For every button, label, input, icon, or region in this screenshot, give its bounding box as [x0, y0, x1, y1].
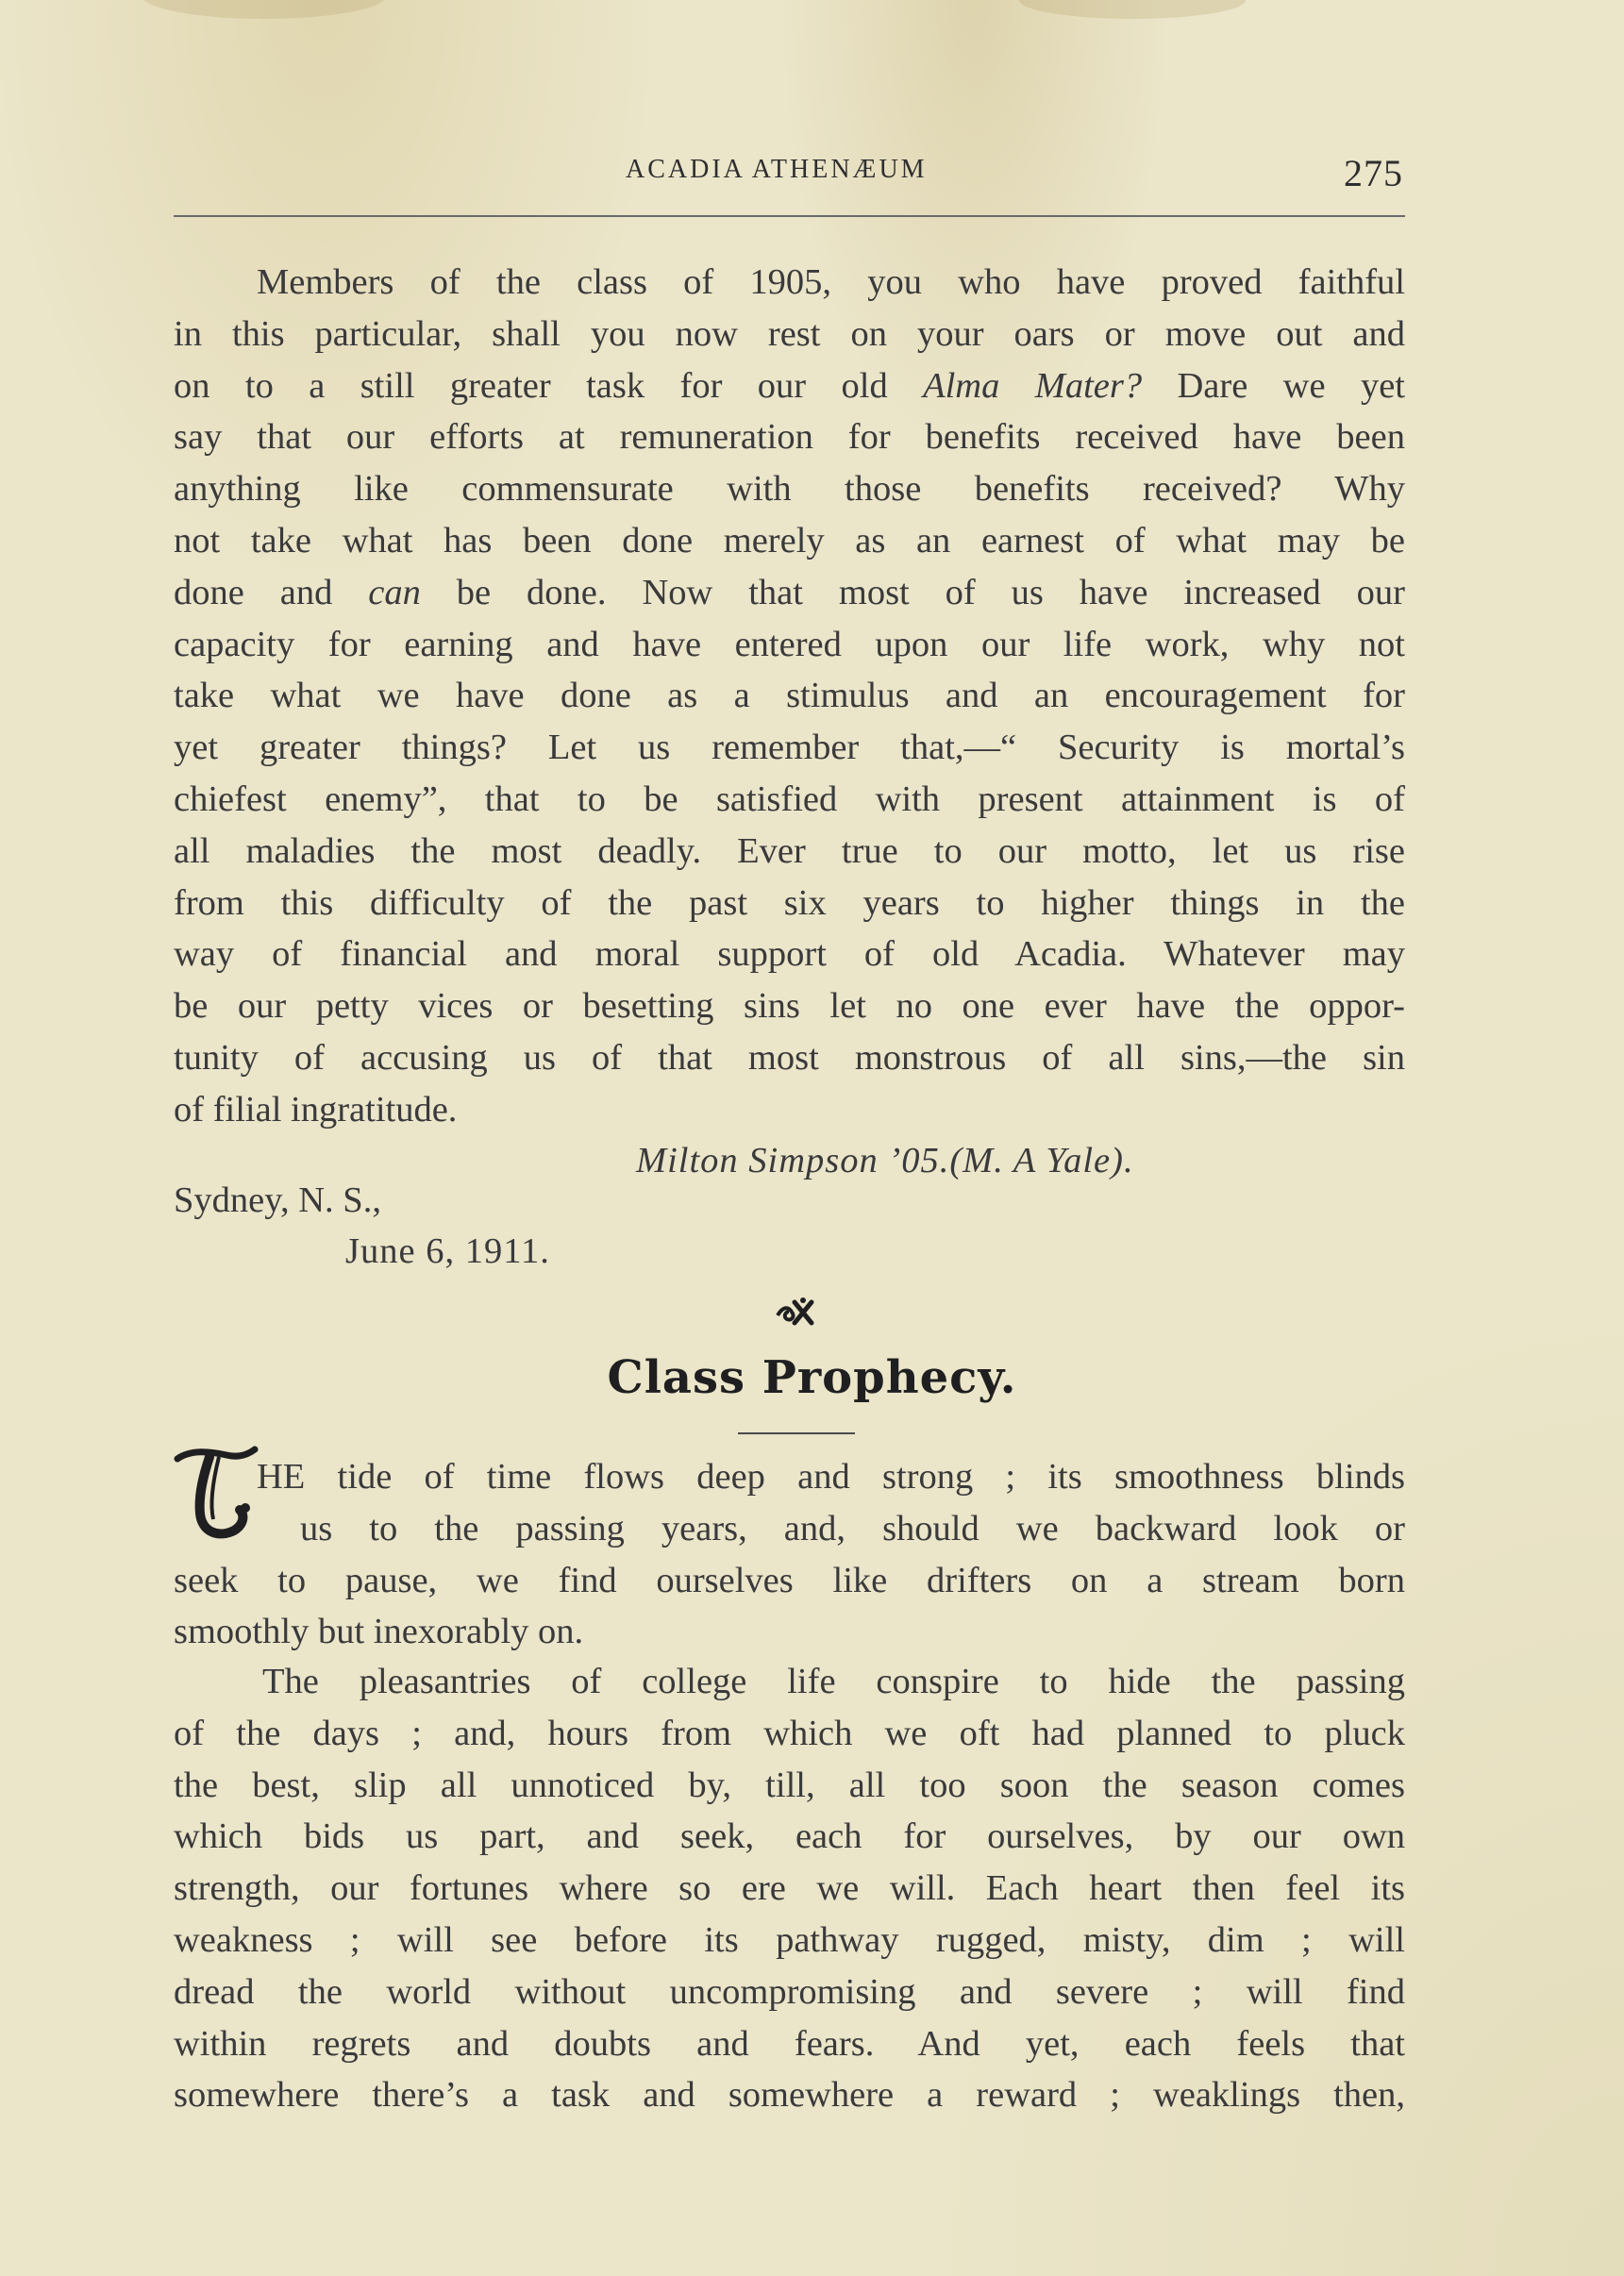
fleuron-ornament-icon [774, 1293, 819, 1330]
text-line: the best, slip all unnoticed by, till, all too soon the season comes [174, 1765, 1405, 1805]
text-line: The pleasantries of college life conspire to hide the passing [262, 1662, 1405, 1701]
text-line: within regrets and doubts and fears. And yet, each feels that [174, 2023, 1405, 2064]
section-title: Class Prophecy. [607, 1351, 1017, 1404]
text-line: somewhere there’s a task and somewhere a reward ; weaklings then, [174, 2075, 1405, 2116]
text-line: take what we have done as a stimulus and an encouragement for [174, 676, 1405, 716]
author-signature: Milton Simpson ’05.(M. A Yale). [636, 1141, 1134, 1180]
text-line: HE tide of time flows deep and strong ; its smoothness blinds [257, 1457, 1405, 1497]
text-line: chiefest enemy”, that to be satisfied with present attainment is of [174, 778, 1405, 819]
text-line: all maladies the most deadly. Ever true to our motto, let us rise [174, 830, 1405, 871]
text-line: be our petty vices or besetting sins let no one ever have the oppor- [174, 986, 1405, 1027]
title-rule [738, 1432, 855, 1434]
text-line: capacity for earning and have entered upon our life work, why not [174, 624, 1405, 664]
letter-place: Sydney, N. S., [174, 1180, 381, 1220]
text-line: yet greater things? Let us remember that,—“ Security is mortal’s [174, 728, 1405, 768]
text-line: from this difficulty of the past six years to higher things in the [174, 882, 1405, 923]
text-line: say that our efforts at remuneration for benefits received have been [174, 417, 1405, 458]
paper-stain [142, 0, 387, 19]
text-line: smoothly but inexorably on. [174, 1612, 584, 1652]
text-line: tunity of accusing us of that most monstrous of all sins,—the sin [174, 1037, 1405, 1078]
text-line-alma-mater: on to a still greater task for our old Alma Mater? Dare we yet [174, 365, 1405, 406]
text-line: of filial ingratitude. [174, 1089, 458, 1130]
text-line: strength, our fortunes where so ere we will. Each heart then feel its [174, 1868, 1405, 1909]
text-line: us to the passing years, and, should we backward look or [300, 1508, 1405, 1548]
page-number: 275 [1344, 152, 1403, 194]
letter-date: June 6, 1911. [345, 1231, 550, 1271]
text-line: way of financial and moral support of old Acadia. Whatever may [174, 934, 1405, 975]
running-title: ACADIA ATHENÆUM [626, 155, 928, 184]
text-line: anything like commensurate with those benefits received? Why [174, 469, 1405, 510]
prophecy-second-paragraph [174, 1656, 1405, 2121]
header-rule [174, 215, 1405, 217]
text-line: Members of the class of 1905, you who have proved faithful [257, 262, 1405, 302]
text-line: dread the world without uncompromising and severe ; will find [174, 1971, 1405, 2012]
text-line: in this particular, shall you now rest on your oars or move out and [174, 313, 1405, 354]
prophecy-opening-paragraph [174, 1451, 1405, 1658]
text-line: seek to pause, we find ourselves like drifters on a stream born [174, 1560, 1405, 1600]
text-line: not take what has been done merely as an earnest of what may be [174, 520, 1405, 561]
letter-paragraph [174, 257, 1405, 1136]
paper-stain [1019, 0, 1246, 19]
text-line-can: done and can be done. Now that most of us have increased our [174, 572, 1405, 612]
text-line: weakness ; will see before its pathway rugged, misty, dim ; will [174, 1919, 1405, 1960]
text-line: which bids us part, and seek, each for ourselves, by our own [174, 1816, 1405, 1857]
text-line: of the days ; and, hours from which we oft had planned to pluck [174, 1713, 1405, 1753]
